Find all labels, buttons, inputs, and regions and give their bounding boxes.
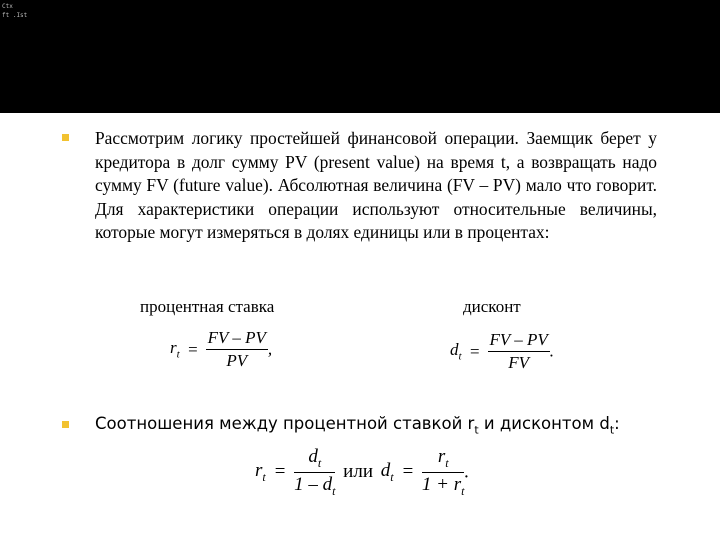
rate-numerator: FV – PV <box>206 328 268 350</box>
discount-fraction <box>488 330 550 373</box>
intro-paragraph: Рассмотрим логику простейшей финансовой операции. Заемщик берет у кредитора в долг сумму PV (present value) на время t, а возвращать надо сумму FV (future value). Абсолютная величина (FV – PV) мало что говорит. Для характеристики операции используют относительные величины, которые могут измеряться в долях единицы или в процентах: <box>95 128 657 242</box>
discount-symbol: $d_t$ <box>450 340 462 363</box>
relation-eq-1: = <box>273 461 287 483</box>
formula-discount <box>450 330 554 373</box>
discount-tail: . <box>549 341 555 361</box>
relation-num-1: $d_t$ <box>294 446 335 473</box>
relation-eq-2: = <box>401 461 415 483</box>
discount-equals: = <box>468 341 481 361</box>
relation-fraction-2 <box>422 446 465 499</box>
rate-fraction <box>206 328 268 371</box>
label-discount: дисконт <box>463 297 521 316</box>
relation-fraction-1 <box>294 446 335 499</box>
formula-relation <box>255 446 469 499</box>
bullet-icon-2 <box>62 421 69 428</box>
relation-r-symbol: $r_t$ <box>255 459 266 484</box>
corner-marks <box>2 2 27 20</box>
relation-tail: . <box>464 461 470 483</box>
bullet-icon <box>62 134 69 141</box>
relation-r-sub: t <box>474 423 479 437</box>
top-black-band <box>0 0 720 113</box>
relation-or: или <box>343 461 373 483</box>
rate-equals: = <box>186 339 199 359</box>
relation-den-1: $1 - d_t$ <box>294 473 336 498</box>
rate-symbol: $r_t$ <box>170 338 180 361</box>
corner-mark-2: ft .Ist <box>2 12 28 19</box>
relation-d-symbol: $d_t$ <box>380 459 394 484</box>
relation-prefix: Соотношения между процентной ставкой r <box>95 414 475 433</box>
discount-numerator: FV – PV <box>488 330 550 352</box>
relation-d-sub: t <box>609 423 615 437</box>
rate-tail: , <box>267 339 273 359</box>
rate-denominator: PV <box>226 351 248 370</box>
corner-mark-1: Ctx <box>2 3 13 10</box>
relation-middle: и дисконтом d <box>478 414 610 433</box>
relation-sentence <box>95 414 620 436</box>
label-interest-rate: процентная ставка <box>140 297 275 316</box>
relation-den-2: $1 + r_t$ <box>421 473 465 498</box>
relation-suffix: : <box>614 414 620 433</box>
discount-denominator: FV <box>508 353 530 372</box>
relation-num-2: $r_t$ <box>422 446 465 473</box>
formula-interest-rate <box>170 328 272 371</box>
